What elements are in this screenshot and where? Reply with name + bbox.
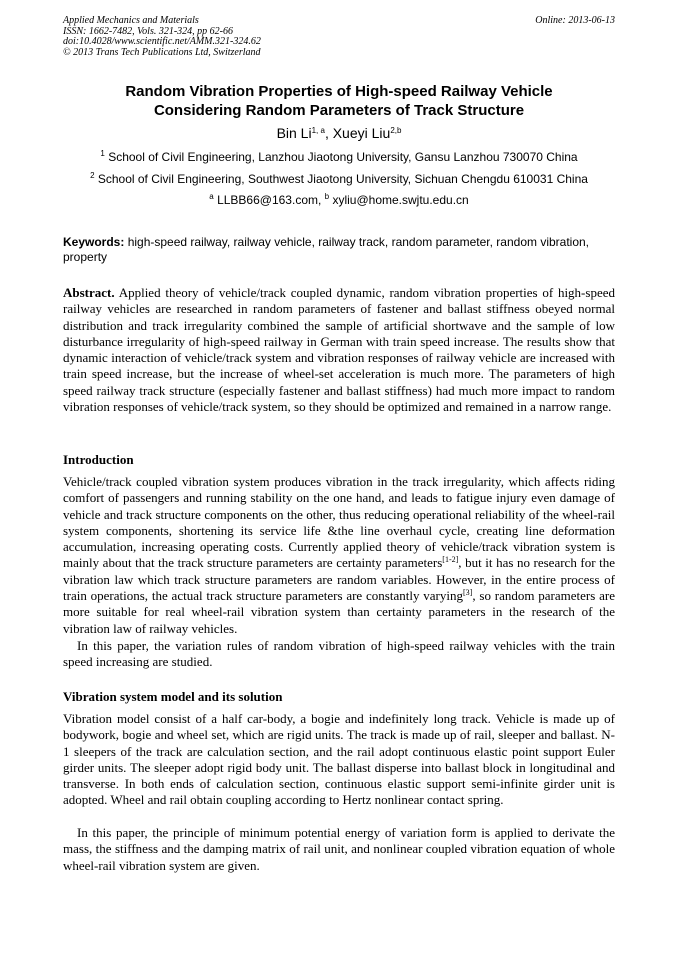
introduction-paragraph-2: In this paper, the variation rules of random vibration of high-speed railway vehicles with the train speed increasing are studied. xyxy=(63,638,615,670)
keywords xyxy=(63,235,615,265)
author-separator: , xyxy=(324,125,333,141)
paragraph-text: Vehicle/track coupled vibration system produces vibration in the track irregularity, which affects riding comfort of passengers and running stability on the one hand, and leads to fatigue injury even damage of vehicle and track structure components on the other, thus reducing operational reliability of the wheel-rail system components, shortening its service life &the line overhaul cycle, creating line deformation accumulation, increasing operating costs. Currently applied theory of vehicle/track vibration system is mainly about that the track structure parameters are certainty parameters xyxy=(63,474,615,571)
affiliation-mark: 1 xyxy=(100,149,105,158)
vibration-model-paragraph-2: In this paper, the principle of minimum potential energy of variation form is applied to derivate the mass, the stiffness and the damping matrix of rail unit, and nonlinear coupled vibration equation of whole wheel-rail vibration system are given. xyxy=(63,825,615,873)
doi-line: doi:10.4028/www.scientific.net/AMM.321-324.62 xyxy=(63,36,261,47)
title-line-2: Considering Random Parameters of Track Structure xyxy=(153,102,525,119)
keywords-text: high-speed railway, railway vehicle, railway track, random parameter, random vibration, property xyxy=(63,235,590,264)
citation: [1-2] xyxy=(442,555,459,565)
journal-name: Applied Mechanics and Materials xyxy=(63,15,199,26)
affiliation-text: School of Civil Engineering, Lanzhou Jiaotong University, Gansu Lanzhou 730070 China xyxy=(108,150,578,164)
title-line-1: Random Vibration Properties of High-speed Railway Vehicle xyxy=(125,83,553,100)
email-mark: a xyxy=(209,192,214,201)
introduction-paragraph-1 xyxy=(63,474,615,637)
email-a: LLBB66@163.com, xyxy=(217,193,325,207)
paper-title xyxy=(63,82,615,120)
author-name: Bin Li xyxy=(276,125,312,141)
affiliation-text: School of Civil Engineering, Southwest Jiaotong University, Sichuan Chengdu 610031 China xyxy=(97,172,588,186)
abstract xyxy=(63,285,615,415)
vibration-model-heading: Vibration system model and its solution xyxy=(63,689,283,704)
vibration-model-paragraph-1: Vibration model consist of a half car-body, a bogie and indefinitely long track. Vehicle is made up of bodywork, bogie and wheel set, which are rigid units. The track is made up of rail, sleeper and ballast. N-1 sleepers of the track are calculation section, and the rail adopt continuous elastic point support Euler girder units. The sleeper adopt rigid body unit. The ballast disperse into ballast block in longitudinal and transverse. In both ends of calculation section, continuous elastic support semi-infinite girder unit is adopted. Wheel and rail obtain coupling according to Hertz nonlinear contact spring. xyxy=(63,711,615,808)
abstract-text: Applied theory of vehicle/track coupled dynamic, random vibration properties of high-speed railway vehicles are researched in random parameters of fastener and ballast stiffness obeyed normal distribution and track irregularity combined the sample of artificial shortwave and the sample of low disturbance irregularity of high-speed railway in German with train speed increase. The results show that dynamic interaction of vehicle/track system and vibration responses of railway vehicle are increased with train speed increase, but the increase of wheel-set acceleration is much more. The parameters of high speed railway track structure (especially fastener and ballast stiffness) had much more impact to random vibration responses of vehicle/track system, so they should be optimized and remained in a narrow range. xyxy=(63,285,615,415)
introduction-heading: Introduction xyxy=(63,452,134,467)
paragraph-text: , so random parameters are more suitable for real wheel-rail vibration system than certainty parameters in the research of the vibration law of railway vehicles. xyxy=(63,588,615,636)
author-affiliation-mark: 1, a xyxy=(311,126,325,135)
abstract-label: Abstract. xyxy=(63,285,115,300)
author-list xyxy=(63,124,615,142)
citation: [3] xyxy=(462,588,473,598)
paragraph-text: , but it has no research for the vibration law which track structure parameters are random variables. However, in the entire process of train operations, the actual track structure parameters are constantly varying xyxy=(63,555,615,604)
author-affiliation-mark: 2,b xyxy=(390,126,402,135)
author-emails xyxy=(63,193,615,208)
email-b: xyliu@home.swjtu.edu.cn xyxy=(332,193,469,207)
keywords-label: Keywords: xyxy=(63,235,125,249)
issn-line: ISSN: 1662-7482, Vols. 321-324, pp 62-66 xyxy=(63,25,233,37)
affiliation-mark: 2 xyxy=(90,171,95,180)
online-date: Online: 2013-06-13 xyxy=(535,15,615,26)
affiliation-1 xyxy=(63,150,615,165)
journal-header xyxy=(63,16,615,58)
affiliation-2 xyxy=(63,172,615,187)
author-name: Xueyi Liu xyxy=(332,125,391,141)
copyright-line: © 2013 Trans Tech Publications Ltd, Switzerland xyxy=(63,46,261,58)
email-mark: b xyxy=(324,192,330,201)
